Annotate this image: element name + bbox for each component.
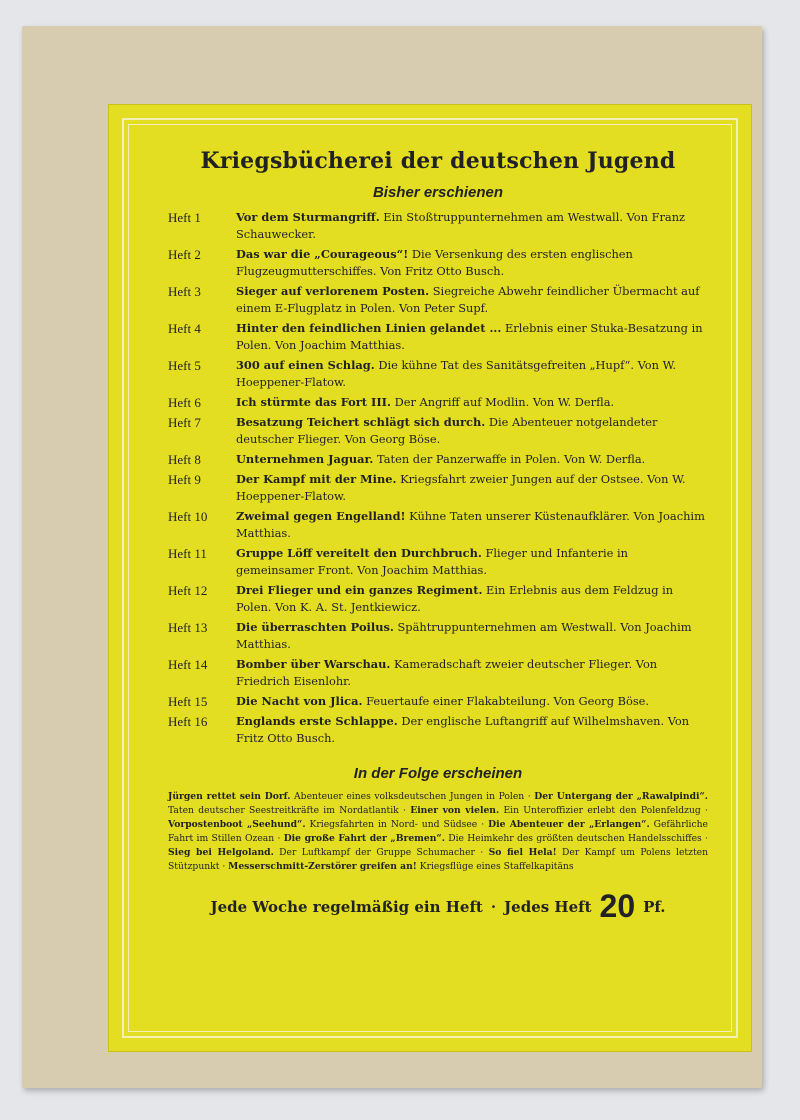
heft-number: Heft 10: [168, 509, 208, 524]
heft-number: Heft 13: [168, 620, 208, 635]
entry-row: [168, 471, 708, 505]
entry-text: [236, 394, 708, 411]
heft-number: Heft 16: [168, 714, 208, 729]
entry-row: [168, 357, 708, 391]
entry-title: Der Kampf mit der Mine.: [236, 472, 397, 486]
entry-title: Vor dem Sturmangriff.: [236, 210, 380, 224]
entry-description: Ein Stoßtruppunternehmen am Westwall. Von Franz Schauwecker.: [236, 210, 686, 241]
heft-number: Heft 7: [168, 415, 201, 430]
upcoming-title: Einer von vielen.: [410, 805, 500, 816]
entry-description: Der englische Luftangriff auf Wilhelmshaven. Von Fritz Otto Busch.: [236, 714, 690, 745]
entry-row: [168, 451, 708, 468]
entry-text: [236, 545, 708, 579]
entry-title: Die Nacht von Jlica.: [236, 694, 363, 708]
upcoming-list: [168, 790, 708, 874]
footer-left: Jede Woche regelmäßig ein Heft: [210, 897, 483, 916]
entry-title: Bomber über Warschau.: [236, 657, 391, 671]
upcoming-description: Taten deutscher Seestreitkräfte im Nordatlantik ·: [168, 805, 411, 816]
entry-description: Siegreiche Abwehr feindlicher Übermacht auf einem E-Flugplatz in Polen. Von Peter Supf.: [236, 284, 700, 315]
entry-title: Das war die „Courageous“!: [236, 247, 409, 261]
price: 20: [599, 888, 636, 924]
entry-title: Gruppe Löff vereitelt den Durchbruch.: [236, 546, 482, 560]
entry-row: [168, 414, 708, 448]
entry-description: Spähtruppunternehmen am Westwall. Von Joachim Matthias.: [236, 620, 692, 651]
upcoming-description: Kriegsflüge eines Staffelkapitäns: [416, 861, 574, 872]
upcoming-description: Abenteuer eines volksdeutschen Jungen in Polen ·: [290, 791, 535, 802]
content: [168, 148, 708, 925]
entry-text: [236, 209, 708, 243]
entry-text: [236, 320, 708, 354]
heft-number: Heft 12: [168, 583, 208, 598]
booklet-cover: [22, 26, 762, 1088]
upcoming-description: Gefährliche Fahrt im Stillen Ozean ·: [168, 819, 708, 844]
upcoming-description: Ein Unteroffizier erlebt den Polenfeldzug ·: [499, 805, 708, 816]
entry-title: Hinter den feindlichen Linien gelandet ...: [236, 321, 502, 335]
heft-number: Heft 3: [168, 284, 201, 299]
entry-text: [236, 357, 708, 391]
entry-row: [168, 320, 708, 354]
entry-text: [236, 582, 708, 616]
entry-description: Kameradschaft zweier deutscher Flieger. Von Friedrich Eisenlohr.: [236, 657, 658, 688]
footer-right: Jedes Heft: [504, 897, 592, 916]
entry-title: 300 auf einen Schlag.: [236, 358, 375, 372]
entry-row: [168, 283, 708, 317]
upcoming-title: Messerschmitt-Zerstörer greifen an!: [228, 861, 417, 872]
entry-title: Die überraschten Poilus.: [236, 620, 394, 634]
entry-text: [236, 471, 708, 505]
series-title: Kriegsbücherei der deutschen Jugend: [200, 148, 676, 174]
entry-row: [168, 713, 708, 747]
entry-description: Kriegsfahrt zweier Jungen auf der Ostsee. Von W. Hoeppener-Flatow.: [236, 472, 686, 503]
footer-separator: ·: [490, 897, 497, 916]
entry-row: [168, 582, 708, 616]
footer: [168, 888, 708, 925]
entry-text: [236, 693, 708, 710]
entry-description: Die Versenkung des ersten englischen Flugzeugmutterschiffes. Von Fritz Otto Busch.: [236, 247, 633, 278]
heft-number: Heft 1: [168, 210, 201, 225]
entry-description: Kühne Taten unserer Küstenaufklärer. Von Joachim Matthias.: [236, 509, 705, 540]
upcoming-title: Sieg bei Helgoland.: [168, 847, 274, 858]
entry-list: [168, 209, 708, 747]
entry-text: [236, 451, 708, 468]
entry-row: [168, 508, 708, 542]
upcoming-title: Der Untergang der „Rawalpindi“.: [534, 791, 709, 802]
entry-description: Feuertaufe einer Flakabteilung. Von Georg Böse.: [362, 694, 650, 708]
upcoming-title: So fiel Hela!: [488, 847, 557, 858]
heft-number: Heft 11: [168, 546, 207, 561]
upcoming-title: Vorpostenboot „Seehund“.: [168, 819, 306, 830]
price-unit: Pf.: [643, 897, 666, 916]
entry-description: Die kühne Tat des Sanitätsgefreiten „Hupf“. Von W. Hoeppener-Flatow.: [236, 358, 676, 389]
upcoming-description: Die Heimkehr des größten deutschen Handelsschiffes ·: [444, 833, 708, 844]
entry-row: [168, 619, 708, 653]
entry-description: Erlebnis einer Stuka-Besatzung in Polen. Von Joachim Matthias.: [236, 321, 703, 352]
entry-description: Der Angriff auf Modlin. Von W. Derfla.: [390, 395, 615, 409]
entry-title: Zweimal gegen Engelland!: [236, 509, 406, 523]
entry-row: [168, 246, 708, 280]
upcoming-description: Der Luftkampf der Gruppe Schumacher ·: [273, 847, 489, 858]
heft-number: Heft 15: [168, 694, 208, 709]
heft-number: Heft 5: [168, 358, 201, 373]
entry-text: [236, 713, 708, 747]
entry-text: [236, 656, 708, 690]
entry-title: Unternehmen Jaguar.: [236, 452, 374, 466]
heft-number: Heft 14: [168, 657, 208, 672]
entry-description: Flieger und Infanterie in gemeinsamer Front. Von Joachim Matthias.: [236, 546, 629, 577]
section-heading-upcoming: In der Folge erscheinen: [353, 765, 523, 782]
entry-text: [236, 619, 708, 653]
upcoming-title: Die Abenteuer der „Erlangen“.: [488, 819, 650, 830]
entry-row: [168, 545, 708, 579]
heft-number: Heft 2: [168, 247, 201, 262]
entry-title: Englands erste Schlappe.: [236, 714, 398, 728]
entry-text: [236, 508, 708, 542]
entry-row: [168, 656, 708, 690]
entry-text: [236, 283, 708, 317]
entry-title: Ich stürmte das Fort III.: [236, 395, 391, 409]
entry-title: Besatzung Teichert schlägt sich durch.: [236, 415, 486, 429]
entry-description: Die Abenteuer notgelandeter deutscher Flieger. Von Georg Böse.: [236, 415, 658, 446]
upcoming-title: Jürgen rettet sein Dorf.: [168, 791, 291, 802]
entry-description: Taten der Panzerwaffe in Polen. Von W. Derfla.: [373, 452, 646, 466]
entry-text: [236, 246, 708, 280]
heft-number: Heft 4: [168, 321, 201, 336]
upcoming-description: Kriegsfahrten in Nord- und Südsee ·: [305, 819, 489, 830]
heft-number: Heft 8: [168, 452, 201, 467]
upcoming-title: Die große Fahrt der „Bremen“.: [283, 833, 445, 844]
entry-row: [168, 209, 708, 243]
heft-number: Heft 9: [168, 472, 201, 487]
section-heading-published: Bisher erschienen: [372, 184, 504, 201]
yellow-panel: [108, 104, 752, 1052]
entry-row: [168, 394, 708, 411]
entry-text: [236, 414, 708, 448]
entry-description: Ein Erlebnis aus dem Feldzug in Polen. Von K. A. St. Jentkiewicz.: [236, 583, 674, 614]
heft-number: Heft 6: [168, 395, 201, 410]
upcoming-description: Der Kampf um Polens letzten Stützpunkt ·: [168, 847, 708, 872]
entry-title: Sieger auf verlorenem Posten.: [236, 284, 430, 298]
entry-title: Drei Flieger und ein ganzes Regiment.: [236, 583, 483, 597]
entry-row: [168, 693, 708, 710]
